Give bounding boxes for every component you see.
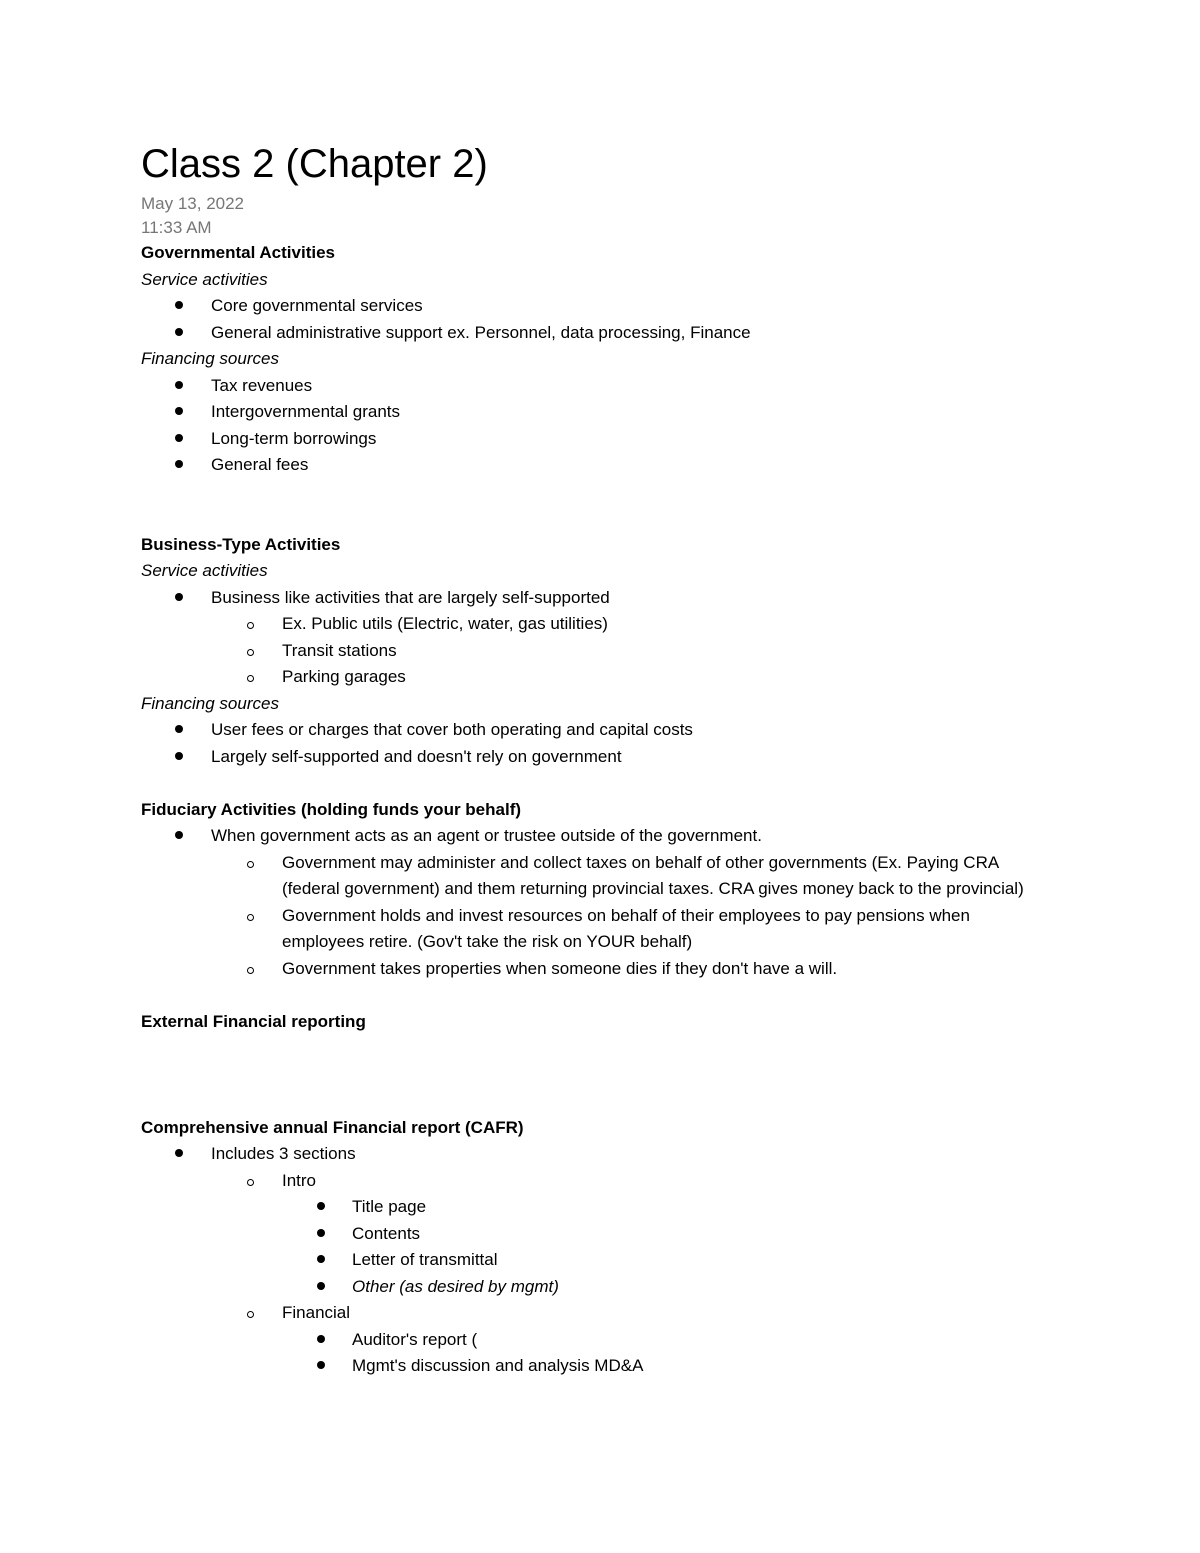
list-item: When government acts as an agent or trustee outside of the government. (141, 823, 1101, 850)
subsection-label-service: Service activities (141, 269, 268, 289)
subsection-label-financing: Financing sources (141, 693, 279, 713)
circle-bullet-icon (247, 861, 254, 868)
list-subsubitem: Auditor's report ( (141, 1327, 1101, 1354)
bullet-icon (175, 407, 183, 415)
subsection-label-service: Service activities (141, 561, 268, 580)
list-item: Business like activities that are largely self-supported (141, 585, 1101, 612)
list-subitem: Parking garages (141, 664, 1101, 691)
circle-bullet-icon (247, 622, 254, 629)
bullet-icon (175, 434, 183, 442)
list-subitem: Ex. Public utils (Electric, water, gas utilities) (141, 611, 1101, 638)
circle-bullet-icon (247, 1179, 254, 1186)
list-subitem: Government holds and invest resources on behalf of their employees to pay pensions when employees retire. (Gov't take the risk on YOUR behalf) (141, 903, 1101, 956)
list-item: Includes 3 sections (141, 1141, 1101, 1168)
list-subsubitem: Contents (141, 1221, 1101, 1248)
cafr-list (141, 1141, 1101, 1380)
bullet-icon (317, 1282, 325, 1290)
bullet-icon (317, 1361, 325, 1369)
business-financing-list (141, 717, 1101, 770)
spacer (141, 505, 1101, 532)
bullet-icon (175, 831, 183, 839)
bullet-icon (175, 1149, 183, 1157)
notes-page (141, 140, 1101, 1380)
note-time: 11:33 AM (141, 218, 212, 237)
governmental-service-list (141, 293, 1101, 346)
subsection-label-financing: Financing sources (141, 349, 279, 368)
section-heading-external: External Financial reporting (141, 1011, 366, 1031)
list-subitem: Government may administer and collect taxes on behalf of other governments (Ex. Paying CRA (federal government) and them returning provincial taxes. CRA gives money back to the provincial) (141, 850, 1101, 903)
bullet-icon (175, 301, 183, 309)
circle-bullet-icon (247, 1311, 254, 1318)
note-date: May 13, 2022 (141, 194, 245, 213)
list-subsubitem: Other (as desired by mgmt) (141, 1274, 1101, 1301)
spacer (141, 1035, 1101, 1062)
list-item: Largely self-supported and doesn't rely on government (141, 744, 1101, 771)
fiduciary-list (141, 823, 1101, 982)
bullet-icon (175, 328, 183, 336)
bullet-icon (175, 460, 183, 468)
circle-bullet-icon (247, 649, 254, 656)
bullet-icon (175, 725, 183, 733)
circle-bullet-icon (247, 675, 254, 682)
list-subsubitem: Mgmt's discussion and analysis MD&A (141, 1353, 1101, 1380)
list-item: Core governmental services (141, 293, 1101, 320)
bullet-icon (317, 1202, 325, 1210)
section-heading-fiduciary: Fiduciary Activities (holding funds your behalf) (141, 799, 522, 819)
circle-bullet-icon (247, 967, 254, 974)
spacer (141, 1062, 1101, 1089)
list-subitem: Intro (141, 1168, 1101, 1195)
business-service-list (141, 585, 1101, 691)
list-subitem: Transit stations (141, 638, 1101, 665)
list-item: General administrative support ex. Personnel, data processing, Finance (141, 320, 1101, 347)
bullet-icon (175, 593, 183, 601)
list-item: User fees or charges that cover both operating and capital costs (141, 717, 1101, 744)
page-title: Class 2 (Chapter 2) (141, 142, 488, 186)
list-item: Intergovernmental grants (141, 399, 1101, 426)
section-heading-governmental: Governmental Activities (141, 243, 335, 262)
list-subitem: Financial (141, 1300, 1101, 1327)
list-item: General fees (141, 452, 1101, 479)
circle-bullet-icon (247, 914, 254, 921)
spacer (141, 982, 1101, 1009)
bullet-icon (317, 1229, 325, 1237)
list-item: Long-term borrowings (141, 426, 1101, 453)
spacer (141, 1088, 1101, 1115)
list-subitem: Government takes properties when someone dies if they don't have a will. (141, 956, 1101, 983)
bullet-icon (175, 381, 183, 389)
governmental-financing-list (141, 373, 1101, 479)
bullet-icon (175, 752, 183, 760)
spacer (141, 479, 1101, 506)
section-heading-cafr: Comprehensive annual Financial report (CAFR) (141, 1117, 524, 1137)
bullet-icon (317, 1335, 325, 1343)
list-subsubitem: Title page (141, 1194, 1101, 1221)
list-item: Tax revenues (141, 373, 1101, 400)
bullet-icon (317, 1255, 325, 1263)
list-subsubitem: Letter of transmittal (141, 1247, 1101, 1274)
spacer (141, 770, 1101, 797)
section-heading-business: Business-Type Activities (141, 534, 341, 554)
